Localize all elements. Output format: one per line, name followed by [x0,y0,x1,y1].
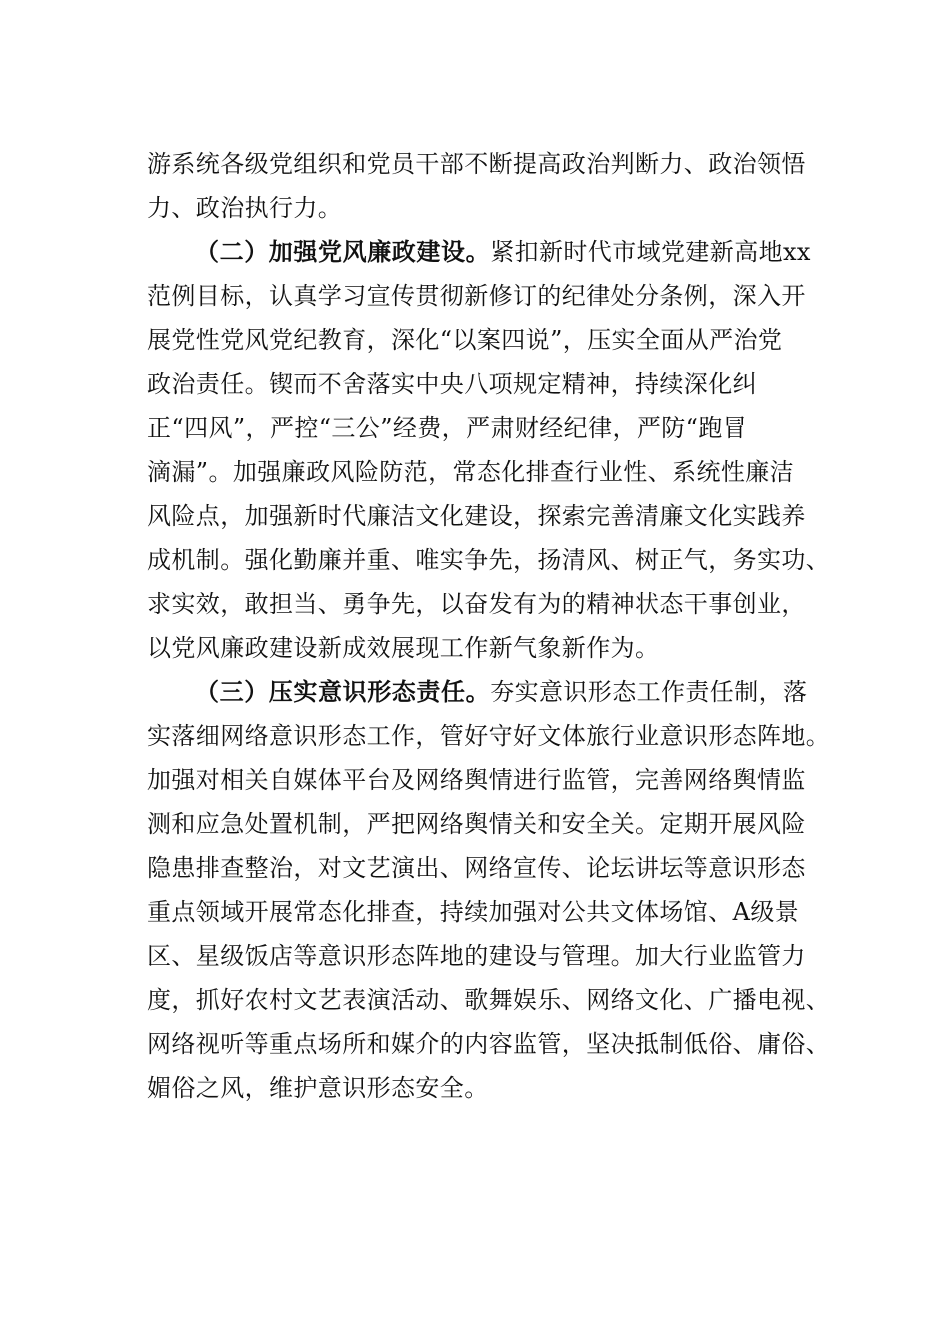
text-line-4 [147,274,950,318]
text-line-8 [147,450,950,494]
line-text: 夯实意识形态工作责任制，落 [490,678,808,706]
line-text: 力、政治执行力。 [147,194,343,222]
section-heading-3 [195,670,950,714]
text-line-18 [147,890,950,934]
text-line-7 [147,406,950,450]
text-line-10 [147,538,950,582]
line-text: 展党性党风党纪教育，深化“以案四说”，压实全面从严治党 [147,326,783,354]
line-text: 游系统各级党组织和党员干部不断提高政治判断力、政治领悟 [147,150,806,178]
text-line-20 [147,978,950,1022]
line-text: 测和应急处置机制，严把网络舆情关和安全关。定期开展风险 [147,810,806,838]
line-text: 加强对相关自媒体平台及网络舆情进行监管，完善网络舆情监 [147,766,806,794]
heading-text: （二）加强党风廉政建设。 [195,238,491,266]
line-text: 媚俗之风，维护意识形态安全。 [147,1074,489,1102]
line-text: 求实效，敢担当、勇争先，以奋发有为的精神状态干事创业， [147,590,806,618]
line-text: 紧扣新时代市域党建新高地xx [490,238,811,266]
text-line-22 [147,1066,950,1110]
line-text: 实落细网络意识形态工作，管好守好文体旅行业意识形态阵地。 [147,722,831,750]
line-text: 成机制。强化勤廉并重、唯实争先，扬清风、树正气，务实功、 [147,546,831,574]
line-text: 网络视听等重点场所和媒介的内容监管，坚决抵制低俗、庸俗、 [147,1030,831,1058]
text-line-11 [147,582,950,626]
heading-text: （三）压实意识形态责任。 [195,678,491,706]
line-text: 正“四风”，严控“三公”经费，严肃财经纪律，严防“跑冒 [147,414,748,442]
line-text: 度，抓好农村文艺表演活动、歌舞娱乐、网络文化、广播电视、 [147,986,831,1014]
line-text: 区、星级饭店等意识形态阵地的建设与管理。加大行业监管力 [147,942,806,970]
text-line-2 [147,186,950,230]
line-text: 重点领域开展常态化排查，持续加强对公共文体场馆、A级景 [147,898,800,926]
text-line-14 [147,714,950,758]
text-line-9 [147,494,950,538]
text-line-12 [147,626,950,670]
line-text: 以党风廉政建设新成效展现工作新气象新作为。 [147,634,660,662]
text-line-1 [147,142,950,186]
text-line-16 [147,802,950,846]
line-text: 隐患排查整治，对文艺演出、网络宣传、论坛讲坛等意识形态 [147,854,806,882]
text-line-15 [147,758,950,802]
line-text: 风险点，加强新时代廉洁文化建设，探索完善清廉文化实践养 [147,502,806,530]
text-line-21 [147,1022,950,1066]
text-line-6 [147,362,950,406]
section-heading-2 [195,230,950,274]
text-line-17 [147,846,950,890]
text-line-5 [147,318,950,362]
text-line-19 [147,934,950,978]
line-text: 政治责任。锲而不舍落实中央八项规定精神，持续深化纠 [147,370,757,398]
line-text: 范例目标，认真学习宣传贯彻新修订的纪律处分条例，深入开 [147,282,806,310]
line-text: 滴漏”。加强廉政风险防范，常态化排查行业性、系统性廉洁 [147,458,795,486]
